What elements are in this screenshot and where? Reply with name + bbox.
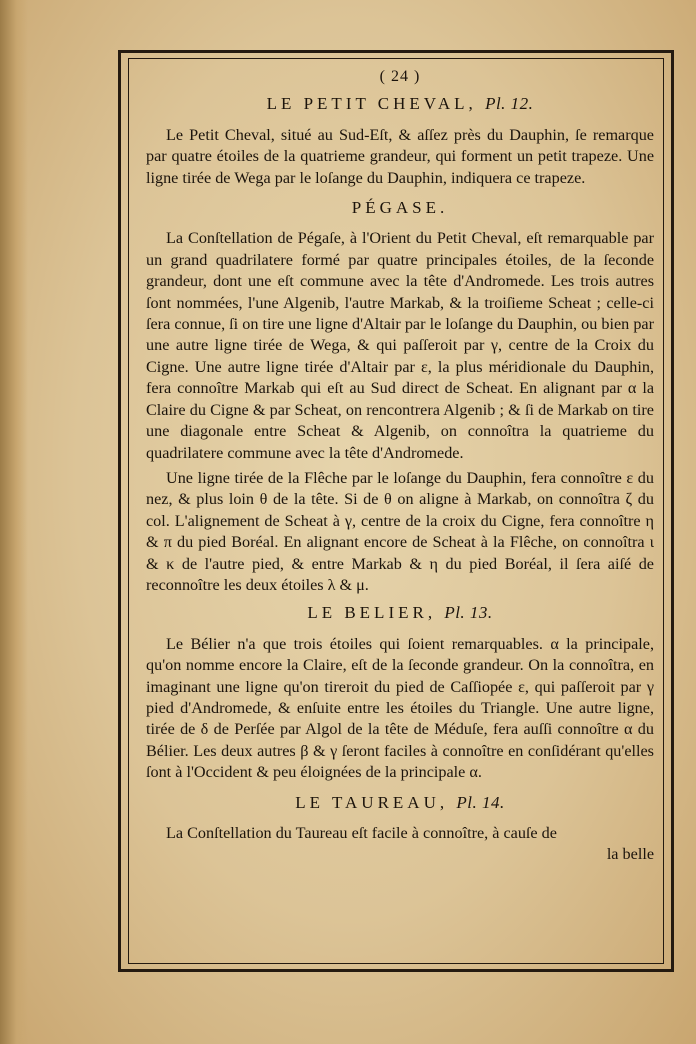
- plate-reference: Pl. 12.: [485, 94, 534, 114]
- paragraph-continuation: la belle: [606, 845, 654, 864]
- page-number: ( 24 ): [379, 68, 421, 85]
- paragraph: La Conſtellation de Pégaſe, à l'Orient du Petit Cheval, eſt remarquable par un grand quadrilatere formé par quatre principales étoiles, de la ſeconde grandeur, dont une eſt commune avec la tête d'Andromede. Les trois autres ſont nommées, l'une Algenib, l'autre Markab, & la troiſieme Scheat ; celle-ci ſera connue, ſi on tire une ligne d'Altair par le loſange du Dauphin, ou bien par une autre ligne tirée de Wega, & qui paſſeroit par γ, centre de la Croix du Cigne. Une autre ligne tirée d'Altair par ε, la plus méridionale du Dauphin, fera connoître Markab qui eſt au Sud direct de Scheat. En alignant par α la Claire du Cigne & par Scheat, on rencontrera Algenib ; & ſi de Markab on tire une diagonale entre Scheat & Algenib, on connoîtra la quatrieme du quadrilatere commune avec la tête d'Andromede.: [146, 229, 654, 462]
- section-heading-pegase: [146, 197, 654, 218]
- paragraph: Le Bélier n'a que trois étoiles qui ſoient remarquables. α la principale, qu'on nomme encore la Claire, eſt de la ſeconde grandeur. On la connoîtra, en imaginant une ligne qu'on tireroit du pied de Caſſiopée ε, qui paſſeroit par γ pied d'Andromede, & enſuite entre les étoiles du Triangle. Une autre ligne, tirée de δ de Perſée par Algol de la tête de Méduſe, fera auſſi connoître α du Bélier. Les deux autres β & γ ſeront faciles à connoître en conſidérant qu'elles ſont à l'Occident & peu éloignées de la principale α.: [146, 634, 654, 782]
- section-heading-petit-cheval: [146, 93, 654, 114]
- section-heading-taureau: [146, 792, 654, 813]
- section-title: PÉGASE.: [351, 198, 449, 218]
- paragraph: Une ligne tirée de la Flêche par le loſange du Dauphin, fera connoître ε du nez, & plus loin θ de la tête. Si de θ on aligne à Markab, on connoîtra ζ du col. L'alignement de Scheat à γ, centre de la croix du Cigne, fera connoître η & π du pied Boréal. En alignant encore de Scheat à la Flêche, on connoîtra ι & κ de l'autre pied, & entre Markab & η du pied Boréal, il ſera aiſé de reconnoître les deux étoiles λ & μ.: [146, 468, 654, 594]
- section-heading-belier: [146, 602, 654, 623]
- section-title: LE PETIT CHEVAL,: [266, 94, 477, 114]
- plate-reference: Pl. 13.: [444, 603, 493, 623]
- section-title: LE TAUREAU,: [295, 792, 449, 812]
- plate-reference: Pl. 14.: [456, 792, 505, 812]
- paragraph: Le Petit Cheval, situé au Sud-Eſt, & aſſez près du Dauphin, ſe remarque par quatre étoiles de la quatrieme grandeur, qui forment un petit trapeze. Une ligne tirée de Wega par le loſange du Dauphin, indiquera ce trapeze.: [146, 125, 654, 187]
- page-text: [146, 66, 654, 866]
- paragraph: La Conſtellation du Taureau eſt facile à connoître, à cauſe de: [166, 824, 557, 842]
- page-edge-shadow: [0, 0, 28, 1044]
- section-title: LE BELIER,: [307, 603, 437, 623]
